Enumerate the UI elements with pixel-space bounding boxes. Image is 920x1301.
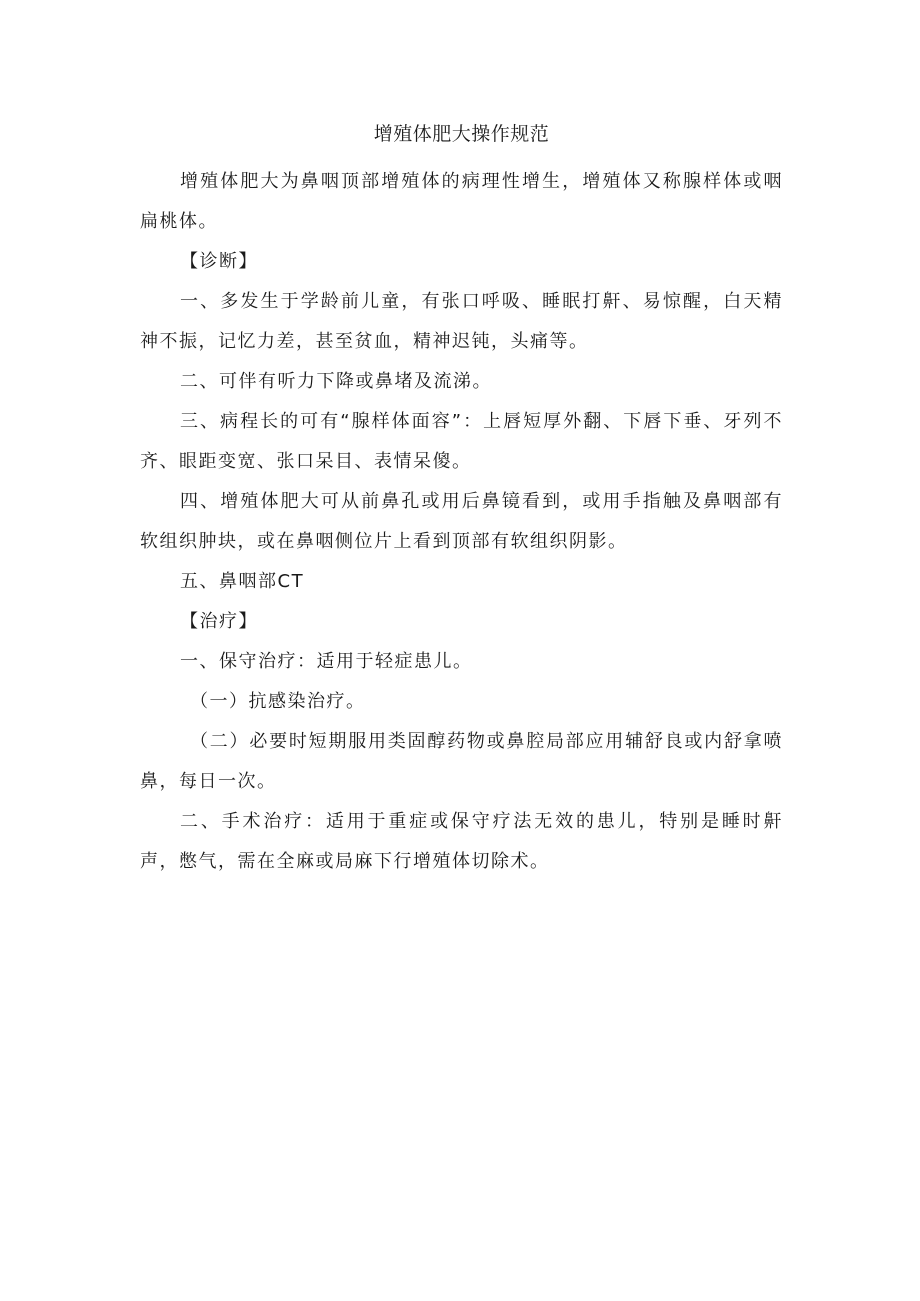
paragraph-list [140, 162, 783, 882]
paragraph: 二、手术治疗：适用于重症或保守疗法无效的患儿，特别是睡时鼾声，憋气，需在全麻或局麻下行增殖体切除术。 [140, 811, 783, 872]
paragraph: 一、多发生于学龄前儿童，有张口呼吸、睡眠打鼾、易惊醒，白天精神不振，记忆力差，甚至贫血，精神迟钝，头痛等。 [140, 291, 783, 352]
paragraph: 一、保守治疗：适用于轻症患儿。 [180, 651, 473, 672]
paragraph: 【治疗】 [180, 611, 258, 632]
paragraph: （二）必要时短期服用类固醇药物或鼻腔局部应用辅舒良或内舒拿喷鼻，每日一次。 [140, 731, 783, 792]
paragraph: 三、病程长的可有“腺样体面容”：上唇短厚外翻、下唇下垂、牙列不齐、眼距变宽、张口呆目、表情呆傻。 [140, 411, 783, 472]
paragraph: 四、增殖体肥大可从前鼻孔或用后鼻镜看到，或用手指触及鼻咽部有软组织肿块，或在鼻咽侧位片上看到顶部有软组织阴影。 [140, 491, 783, 552]
paragraph: 二、可伴有听力下降或鼻堵及流涕。 [180, 371, 492, 392]
paragraph: 增殖体肥大为鼻咽顶部增殖体的病理性增生，增殖体又称腺样体或咽扁桃体。 [140, 171, 783, 232]
document-body [140, 120, 783, 882]
paragraph: （一）抗感染治疗。 [190, 691, 366, 712]
document-title: 增殖体肥大操作规范 [373, 123, 550, 145]
paragraph: 【诊断】 [180, 251, 258, 272]
paragraph: 五、鼻咽部CT [180, 571, 305, 592]
